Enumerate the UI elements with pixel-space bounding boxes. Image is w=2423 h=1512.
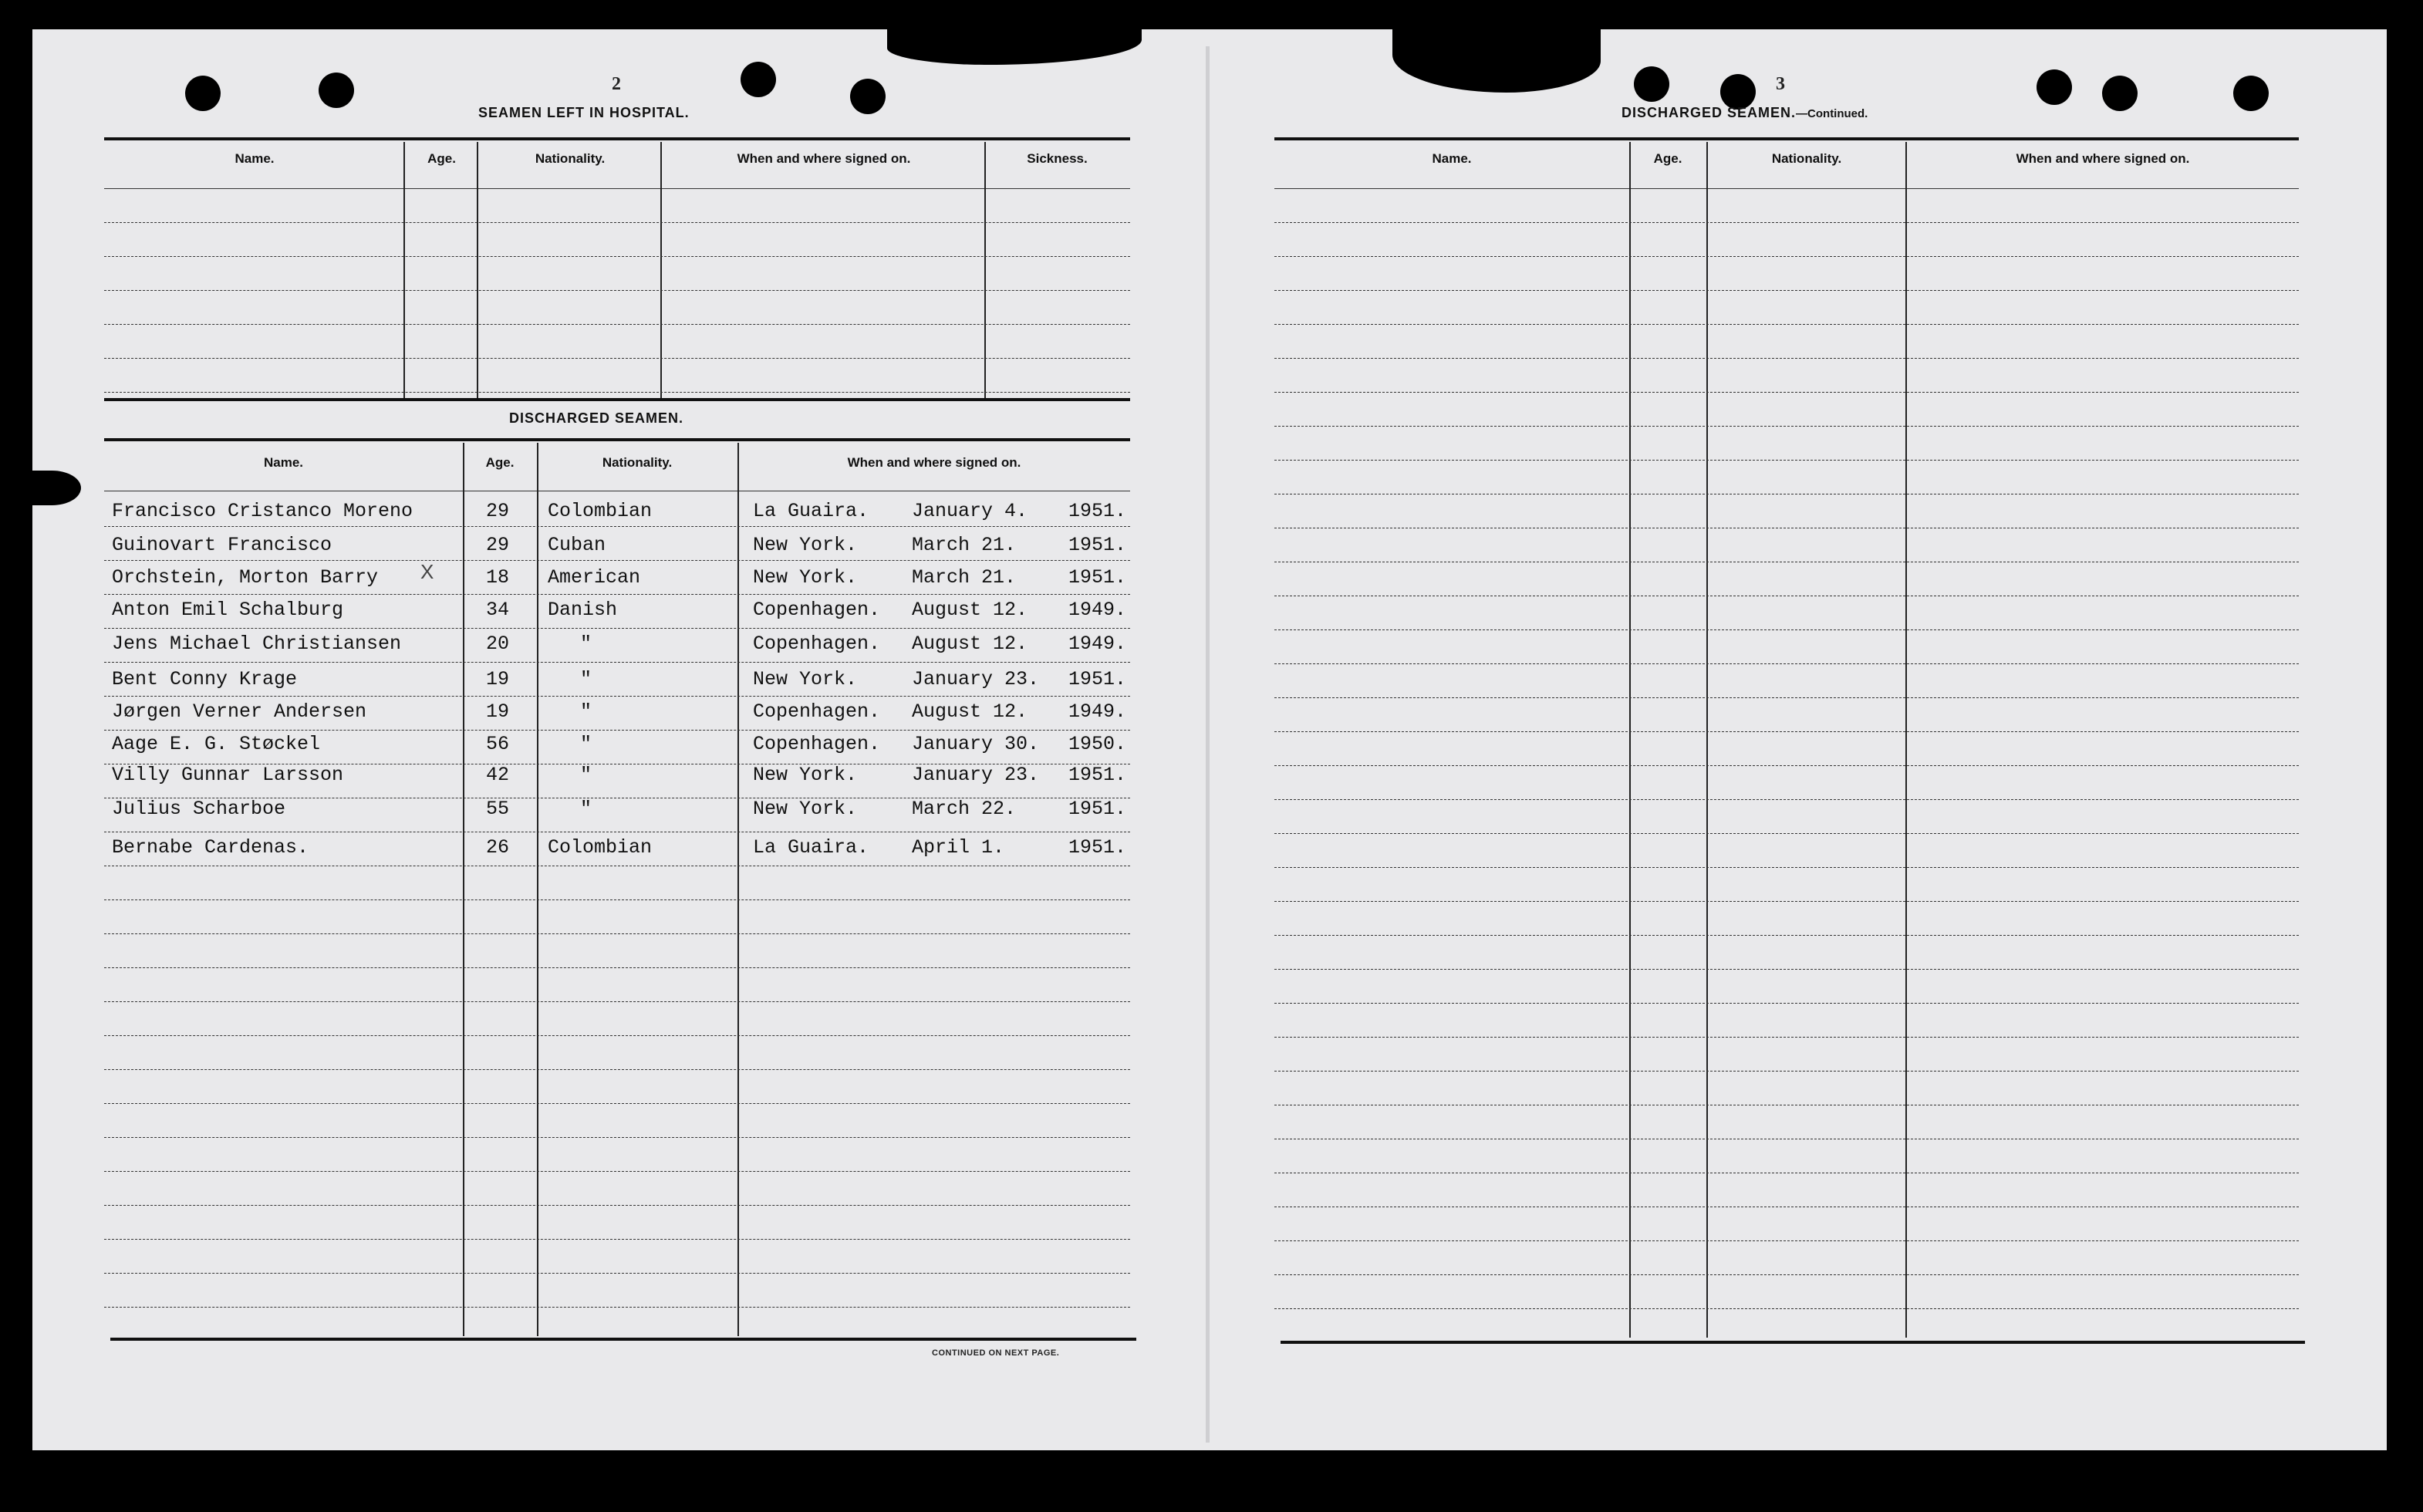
- torn-edge-left: [23, 471, 81, 505]
- table-rule: [1281, 1341, 2305, 1344]
- page-number: 3: [1776, 74, 1785, 94]
- column-divider: [1706, 142, 1708, 1338]
- cell-signed-on-date: January 30.: [912, 733, 1040, 755]
- column-divider: [403, 142, 405, 398]
- handwritten-x-mark: X: [420, 560, 434, 583]
- column-header: Nationality.: [602, 455, 673, 470]
- cell-nationality: American: [548, 566, 641, 589]
- cell-signed-on-place: Copenhagen.: [753, 700, 881, 723]
- column-header: Age.: [485, 455, 515, 470]
- cell-nationality: Colombian: [548, 500, 653, 522]
- table-rule: [104, 398, 1130, 401]
- cell-nationality: Colombian: [548, 836, 653, 859]
- page-gutter: [1206, 46, 1210, 1443]
- cell-signed-on-date: April 1.: [912, 836, 1005, 859]
- cell-age: 42: [486, 764, 510, 786]
- ruled-line: [1274, 629, 2299, 630]
- column-divider: [1905, 142, 1907, 1338]
- column-header: When and where signed on.: [2016, 151, 2190, 166]
- cell-name: Anton Emil Schalburg: [112, 599, 344, 621]
- cell-signed-on-year: 1951.: [1068, 500, 1127, 522]
- column-divider: [660, 142, 662, 398]
- punch-hole: [850, 79, 886, 114]
- punch-hole: [2037, 69, 2072, 105]
- heading-text: DISCHARGED SEAMEN.: [1622, 105, 1797, 120]
- column-header: When and where signed on.: [847, 455, 1021, 470]
- column-header: Nationality.: [535, 151, 606, 166]
- cell-age: 26: [486, 836, 510, 859]
- section-title-hospital: SEAMEN LEFT IN HOSPITAL.: [478, 105, 690, 120]
- cell-nationality: Cuban: [548, 534, 606, 556]
- column-header: Nationality.: [1771, 151, 1842, 166]
- column-divider: [463, 443, 464, 1336]
- heading-suffix: —Continued.: [1796, 107, 1868, 120]
- cell-name: Bernabe Cardenas.: [112, 836, 309, 859]
- column-divider: [1629, 142, 1631, 1338]
- cell-signed-on-date: March 22.: [912, 798, 1017, 820]
- cell-signed-on-date: March 21.: [912, 566, 1017, 589]
- column-divider: [984, 142, 986, 398]
- ruled-line: [104, 967, 1130, 968]
- ruled-line: [104, 358, 1130, 359]
- cell-name: Orchstein, Morton Barry: [112, 566, 379, 589]
- ruled-line: [1274, 697, 2299, 698]
- cell-signed-on-year: 1951.: [1068, 836, 1127, 859]
- page-number: 2: [612, 74, 621, 94]
- column-header: Age.: [1653, 151, 1682, 166]
- ruled-line: [104, 1205, 1130, 1206]
- cell-signed-on-year: 1951.: [1068, 668, 1127, 690]
- ruled-line: [1274, 1274, 2299, 1275]
- cell-nationality: Danish: [548, 599, 618, 621]
- cell-name: Jens Michael Christiansen: [112, 633, 402, 655]
- cell-name: Guinovart Francisco: [112, 534, 332, 556]
- cell-signed-on-place: New York.: [753, 566, 858, 589]
- ruled-line: [1274, 324, 2299, 325]
- cell-signed-on-place: New York.: [753, 668, 858, 690]
- ruled-line: [104, 730, 1130, 731]
- cell-name: Bent Conny Krage: [112, 668, 298, 690]
- ruled-line: [1274, 460, 2299, 461]
- cell-signed-on-year: 1951.: [1068, 764, 1127, 786]
- right-page: [1208, 29, 2387, 1450]
- cell-signed-on-place: La Guaira.: [753, 500, 869, 522]
- punch-hole: [185, 76, 221, 111]
- punch-hole: [1634, 66, 1669, 102]
- cell-age: 19: [486, 668, 510, 690]
- section-title-discharged: DISCHARGED SEAMEN.: [509, 410, 684, 426]
- cell-nationality: ": [580, 764, 592, 786]
- ruled-line: [104, 1307, 1130, 1308]
- ruled-line: [1274, 290, 2299, 291]
- ruled-line: [1274, 969, 2299, 970]
- ruled-line: [104, 392, 1130, 393]
- cell-signed-on-date: August 12.: [912, 599, 1028, 621]
- cell-name: Aage E. G. Støckel: [112, 733, 321, 755]
- ruled-line: [1274, 358, 2299, 359]
- column-header: Sickness.: [1027, 151, 1088, 166]
- column-divider: [537, 443, 538, 1336]
- ruled-line: [1274, 935, 2299, 936]
- ruled-line: [104, 1239, 1130, 1240]
- column-header: Age.: [427, 151, 456, 166]
- cell-nationality: ": [580, 633, 592, 655]
- ruled-line: [104, 696, 1130, 697]
- ruled-line: [1274, 833, 2299, 834]
- cell-nationality: ": [580, 798, 592, 820]
- cell-signed-on-year: 1951.: [1068, 566, 1127, 589]
- ruled-line: [1274, 867, 2299, 868]
- ruled-line: [104, 594, 1130, 595]
- column-header: Name.: [1432, 151, 1472, 166]
- ruled-line: [1274, 1037, 2299, 1038]
- ruled-line: [1274, 1003, 2299, 1004]
- cell-age: 55: [486, 798, 510, 820]
- ruled-line: [104, 222, 1130, 223]
- ruled-line: [1274, 799, 2299, 800]
- column-divider: [737, 443, 739, 1336]
- ruled-line: [104, 628, 1130, 629]
- cell-signed-on-place: New York.: [753, 764, 858, 786]
- punch-hole: [319, 73, 354, 108]
- cell-signed-on-year: 1949.: [1068, 700, 1127, 723]
- ruled-line: [104, 1035, 1130, 1036]
- cell-signed-on-place: New York.: [753, 798, 858, 820]
- cell-signed-on-date: August 12.: [912, 700, 1028, 723]
- ruled-line: [104, 662, 1130, 663]
- ruled-line: [104, 526, 1130, 527]
- cell-nationality: ": [580, 668, 592, 690]
- ruled-line: [104, 256, 1130, 257]
- cell-signed-on-year: 1951.: [1068, 798, 1127, 820]
- cell-name: Francisco Cristanco Moreno: [112, 500, 413, 522]
- cell-signed-on-year: 1950.: [1068, 733, 1127, 755]
- ruled-line: [104, 324, 1130, 325]
- section-title-discharged-continued: [1622, 105, 1868, 121]
- table-rule: [104, 188, 1130, 189]
- ruled-line: [1274, 901, 2299, 902]
- punch-hole: [741, 62, 776, 97]
- ruled-line: [1274, 765, 2299, 766]
- table-rule: [1274, 137, 2299, 140]
- column-divider: [477, 142, 478, 398]
- cell-age: 19: [486, 700, 510, 723]
- cell-age: 34: [486, 599, 510, 621]
- cell-age: 29: [486, 534, 510, 556]
- ruled-line: [1274, 392, 2299, 393]
- ruled-line: [104, 1069, 1130, 1070]
- ruled-line: [1274, 663, 2299, 664]
- cell-age: 18: [486, 566, 510, 589]
- table-rule: [104, 438, 1130, 441]
- punch-hole: [2102, 76, 2138, 111]
- cell-signed-on-year: 1949.: [1068, 633, 1127, 655]
- cell-signed-on-place: New York.: [753, 534, 858, 556]
- cell-signed-on-date: January 23.: [912, 668, 1040, 690]
- ruled-line: [1274, 731, 2299, 732]
- ruled-line: [1274, 1308, 2299, 1309]
- cell-age: 29: [486, 500, 510, 522]
- ruled-line: [104, 1001, 1130, 1002]
- ruled-line: [104, 290, 1130, 291]
- ruled-line: [104, 1103, 1130, 1104]
- table-rule: [1274, 188, 2299, 189]
- ruled-line: [1274, 426, 2299, 427]
- ruled-line: [104, 560, 1130, 561]
- cell-age: 56: [486, 733, 510, 755]
- ruled-line: [104, 1137, 1130, 1138]
- cell-signed-on-date: January 4.: [912, 500, 1028, 522]
- cell-signed-on-place: La Guaira.: [753, 836, 869, 859]
- cell-nationality: ": [580, 700, 592, 723]
- cell-age: 20: [486, 633, 510, 655]
- cell-signed-on-date: January 23.: [912, 764, 1040, 786]
- cell-signed-on-year: 1951.: [1068, 534, 1127, 556]
- table-rule: [110, 1338, 1136, 1341]
- cell-nationality: ": [580, 733, 592, 755]
- column-header: When and where signed on.: [737, 151, 911, 166]
- cell-signed-on-date: August 12.: [912, 633, 1028, 655]
- ruled-line: [104, 899, 1130, 900]
- column-header: Name.: [235, 151, 275, 166]
- ruled-line: [1274, 1240, 2299, 1241]
- ruled-line: [1274, 256, 2299, 257]
- ruled-line: [104, 1273, 1130, 1274]
- cell-signed-on-place: Copenhagen.: [753, 733, 881, 755]
- cell-signed-on-year: 1949.: [1068, 599, 1127, 621]
- ruled-line: [1274, 222, 2299, 223]
- continued-note: CONTINUED ON NEXT PAGE.: [932, 1348, 1060, 1358]
- ruled-line: [1274, 1071, 2299, 1072]
- cell-signed-on-place: Copenhagen.: [753, 599, 881, 621]
- cell-name: Villy Gunnar Larsson: [112, 764, 344, 786]
- punch-hole: [2233, 76, 2269, 111]
- cell-signed-on-place: Copenhagen.: [753, 633, 881, 655]
- cell-name: Julius Scharboe: [112, 798, 286, 820]
- table-rule: [104, 137, 1130, 140]
- cell-signed-on-date: March 21.: [912, 534, 1017, 556]
- cell-name: Jørgen Verner Andersen: [112, 700, 367, 723]
- ruled-line: [104, 1171, 1130, 1172]
- column-header: Name.: [263, 455, 304, 470]
- ruled-line: [104, 933, 1130, 934]
